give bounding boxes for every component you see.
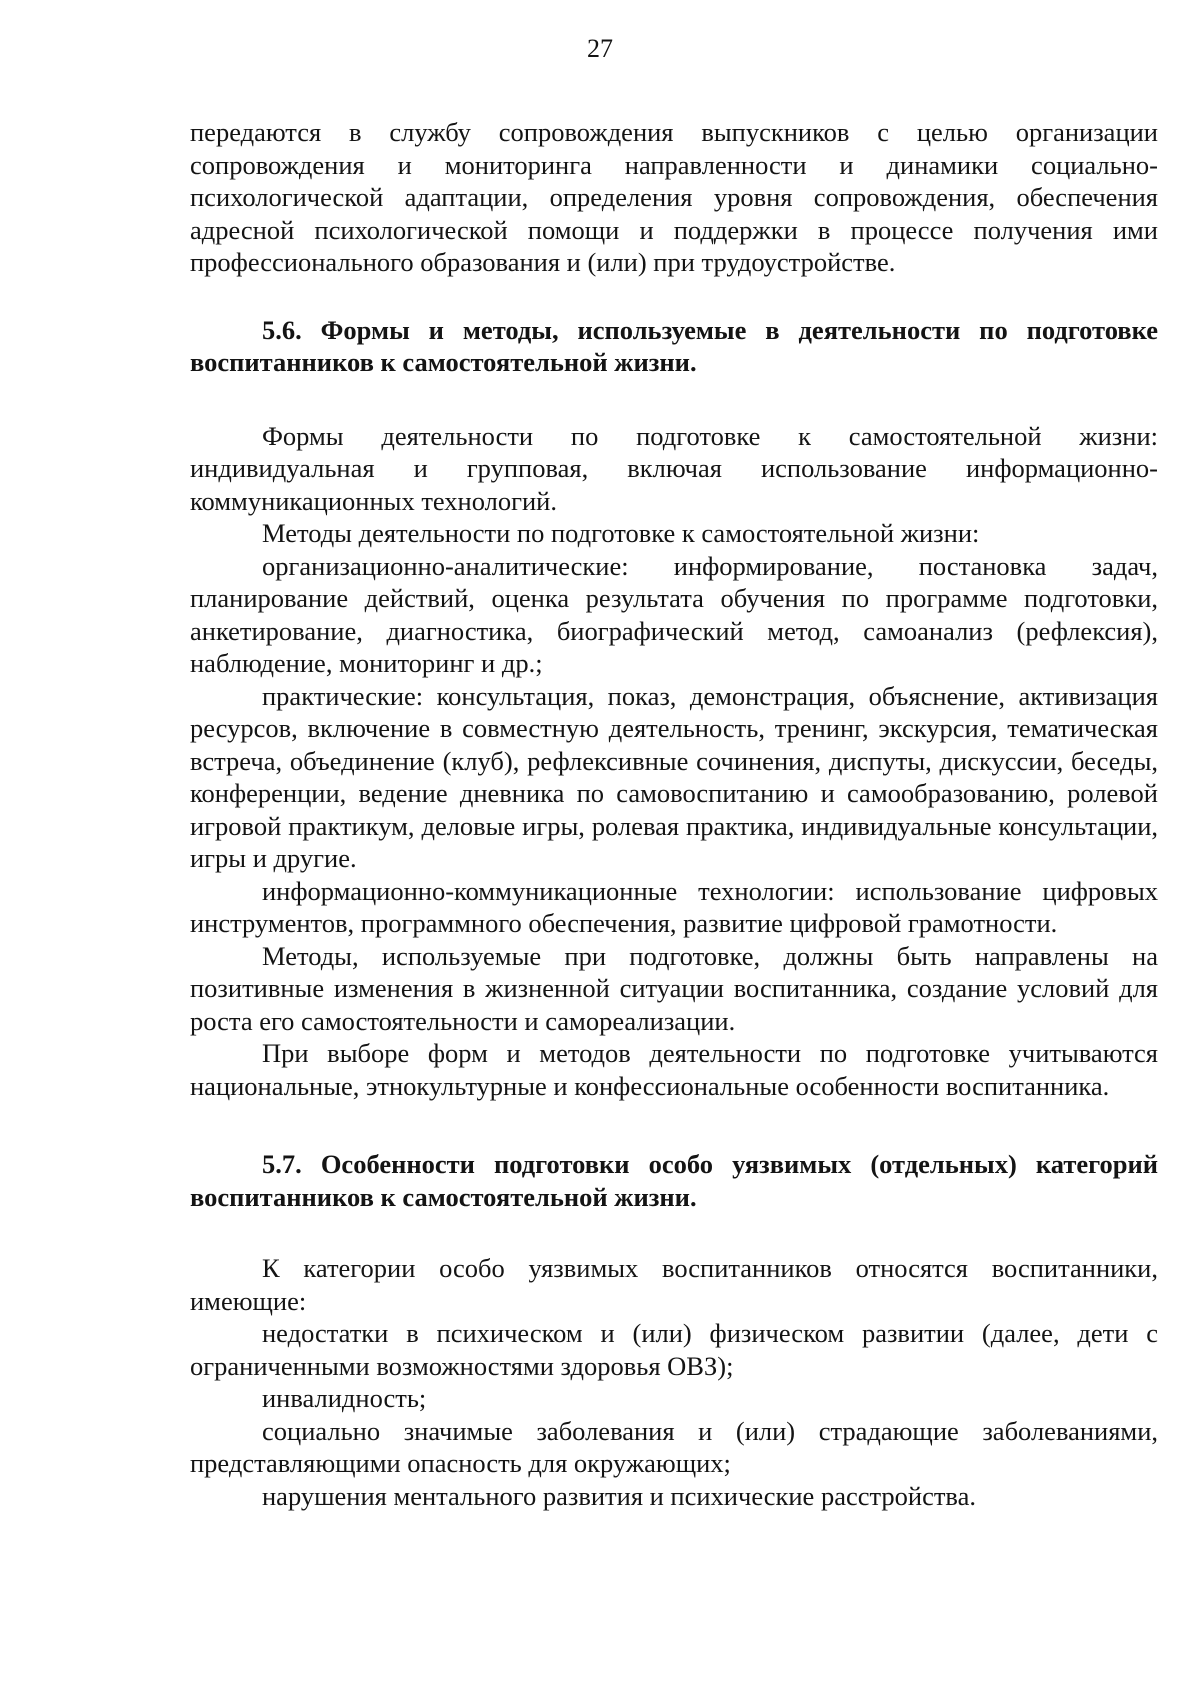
section-5-7-paragraph: социально значимые заболевания и (или) страдающие заболеваниями, представляющими опасность для окружающих; xyxy=(190,1415,1158,1478)
section-5-6-paragraph: При выборе форм и методов деятельности по подготовке учитываются национальные, этнокультурные и конфессиональные особенности воспитанника. xyxy=(190,1038,1158,1101)
section-5-7-paragraph: инвалидность; xyxy=(262,1383,427,1413)
section-5-6-paragraph: Методы деятельности по подготовке к самостоятельной жизни: xyxy=(262,518,980,548)
section-5-6-heading: 5.6. Формы и методы, используемые в деятельности по подготовке воспитанников к самостоятельной жизни. xyxy=(190,314,1158,377)
section-5-6-paragraph: практические: консультация, показ, демонстрация, объяснение, активизация ресурсов, включение в совместную деятельность, тренинг, экскурсия, тематическая встреча, объединение (клуб), рефлексивные сочинения, диспуты, дискуссии, беседы, конференции, ведение дневника по самовоспитанию и самообразованию, ролевой игровой практикум, деловые игры, ролевая практика, индивидуальные консультации, игры и другие. xyxy=(190,680,1158,873)
section-5-7-paragraph: недостатки в психическом и (или) физическом развитии (далее, дети с ограниченными возможностями здоровья ОВЗ); xyxy=(190,1318,1158,1381)
intro-paragraph: передаются в службу сопровождения выпускников с целью организации сопровождения и мониторинга направленности и динамики социально-психологической адаптации, определения уровня сопровождения, обеспечения адресной психологической помощи и поддержки в процессе получения ими профессионального образования и (или) при трудоустройстве. xyxy=(190,117,1158,277)
section-5-7-paragraph: нарушения ментального развития и психические расстройства. xyxy=(262,1480,976,1511)
document-body xyxy=(190,116,1158,1512)
section-5-6-paragraph: информационно-коммуникационные технологии: использование цифровых инструментов, программного обеспечения, развитие цифровой грамотности. xyxy=(190,875,1158,938)
section-5-6-paragraph: Методы, используемые при подготовке, должны быть направлены на позитивные изменения в жизненной ситуации воспитанника, создание условий для роста его самостоятельности и самореализации. xyxy=(190,940,1158,1036)
section-5-7-heading: 5.7. Особенности подготовки особо уязвимых (отдельных) категорий воспитанников к самостоятельной жизни. xyxy=(190,1149,1158,1212)
section-5-6-paragraph: Формы деятельности по подготовке к самостоятельной жизни: индивидуальная и групповая, включая использование информационно-коммуникационных технологий. xyxy=(190,420,1158,516)
section-5-6-paragraph: организационно-аналитические: информирование, постановка задач, планирование действий, оценка результата обучения по программе подготовки, анкетирование, диагностика, биографический метод, самоанализ (рефлексия), наблюдение, мониторинг и др.; xyxy=(190,550,1158,678)
section-5-7-paragraph: К категории особо уязвимых воспитанников относятся воспитанники, имеющие: xyxy=(190,1253,1158,1316)
page-number: 27 xyxy=(587,34,613,63)
